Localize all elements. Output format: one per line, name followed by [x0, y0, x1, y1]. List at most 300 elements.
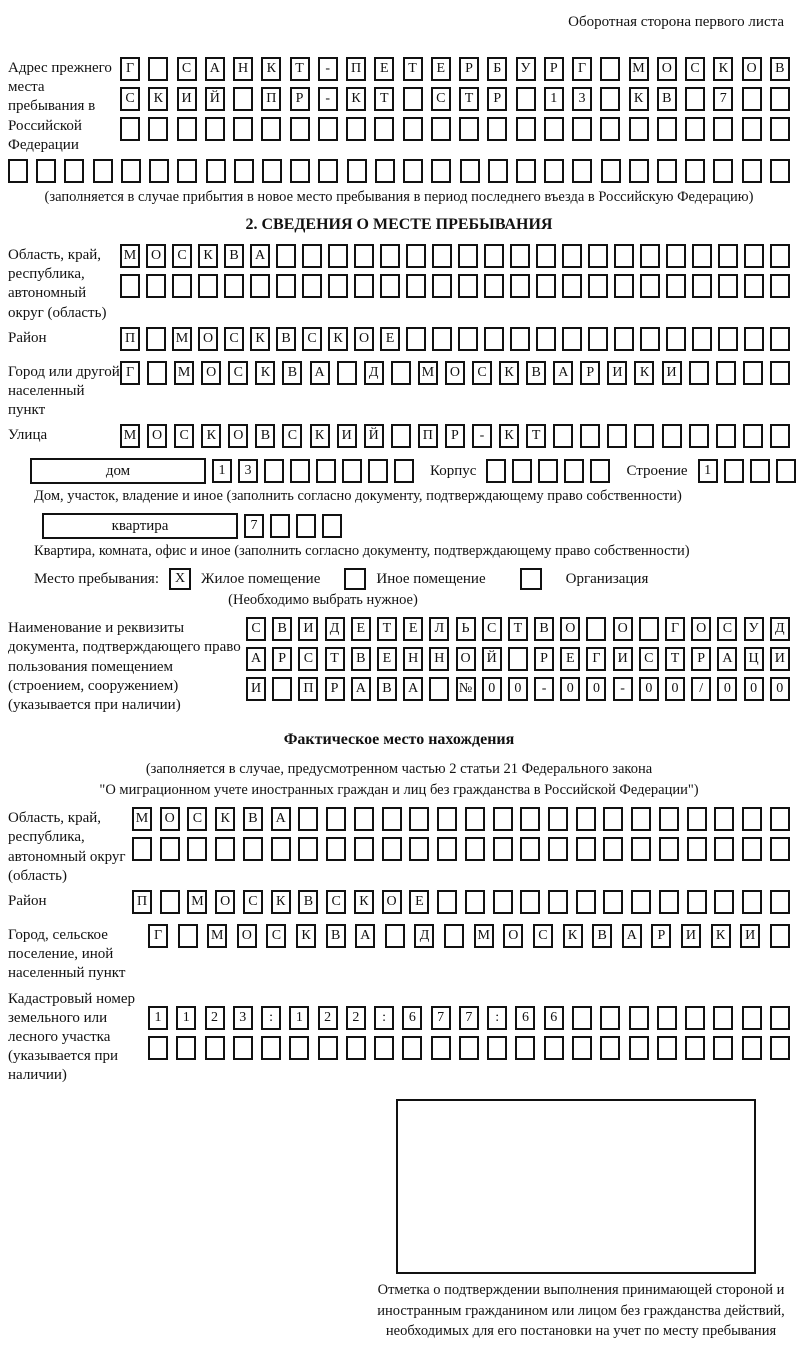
char-box[interactable] — [659, 837, 679, 861]
checkbox-inoe[interactable] — [344, 568, 366, 590]
char-box[interactable]: 0 — [665, 677, 685, 701]
char-box[interactable]: Б — [487, 57, 507, 81]
char-box[interactable]: С — [717, 617, 737, 641]
char-box[interactable]: К — [296, 924, 316, 948]
char-box[interactable]: 0 — [586, 677, 606, 701]
char-box[interactable]: Д — [364, 361, 384, 385]
char-box[interactable]: А — [403, 677, 423, 701]
char-box[interactable] — [603, 890, 623, 914]
char-box[interactable]: 0 — [508, 677, 528, 701]
char-box[interactable] — [148, 117, 168, 141]
char-box[interactable]: / — [691, 677, 711, 701]
char-box[interactable] — [548, 837, 568, 861]
char-box[interactable]: Й — [364, 424, 384, 448]
char-box[interactable]: А — [205, 57, 225, 81]
char-box[interactable]: В — [351, 647, 371, 671]
char-box[interactable]: И — [681, 924, 701, 948]
char-box[interactable]: С — [177, 57, 197, 81]
char-box[interactable] — [536, 244, 556, 268]
char-box[interactable] — [432, 327, 452, 351]
char-box[interactable]: Т — [325, 647, 345, 671]
char-box[interactable] — [298, 807, 318, 831]
char-box[interactable] — [588, 244, 608, 268]
char-box[interactable] — [520, 807, 540, 831]
char-box[interactable] — [160, 890, 180, 914]
char-box[interactable]: О — [560, 617, 580, 641]
char-box[interactable] — [603, 807, 623, 831]
char-box[interactable] — [714, 807, 734, 831]
char-box[interactable] — [724, 459, 744, 483]
char-box[interactable] — [385, 924, 405, 948]
char-box[interactable]: 3 — [233, 1006, 253, 1030]
char-box[interactable]: П — [132, 890, 152, 914]
char-box[interactable] — [432, 244, 452, 268]
char-box[interactable] — [250, 274, 270, 298]
char-box[interactable]: К — [310, 424, 330, 448]
char-box[interactable]: К — [629, 87, 649, 111]
char-box[interactable]: А — [351, 677, 371, 701]
char-box[interactable] — [318, 117, 338, 141]
char-box[interactable] — [233, 117, 253, 141]
char-box[interactable]: Т — [459, 87, 479, 111]
char-box[interactable]: 3 — [238, 459, 258, 483]
char-box[interactable] — [692, 327, 712, 351]
char-box[interactable]: С — [228, 361, 248, 385]
char-box[interactable] — [657, 159, 677, 183]
char-box[interactable]: Ц — [744, 647, 764, 671]
char-box[interactable] — [685, 1006, 705, 1030]
char-box[interactable] — [544, 117, 564, 141]
char-box[interactable] — [685, 117, 705, 141]
char-box[interactable]: А — [250, 244, 270, 268]
char-box[interactable]: Р — [445, 424, 465, 448]
char-box[interactable] — [548, 890, 568, 914]
char-box[interactable] — [666, 274, 686, 298]
char-box[interactable] — [685, 1036, 705, 1060]
char-box[interactable] — [437, 890, 457, 914]
char-box[interactable] — [562, 244, 582, 268]
char-box[interactable] — [510, 244, 530, 268]
char-box[interactable] — [742, 117, 762, 141]
char-box[interactable]: М — [120, 424, 140, 448]
char-box[interactable]: 1 — [698, 459, 718, 483]
char-box[interactable]: В — [272, 617, 292, 641]
char-box[interactable] — [289, 1036, 309, 1060]
char-box[interactable]: - — [534, 677, 554, 701]
char-box[interactable]: Н — [233, 57, 253, 81]
char-box[interactable] — [177, 117, 197, 141]
char-box[interactable] — [205, 117, 225, 141]
char-box[interactable] — [629, 1036, 649, 1060]
char-box[interactable] — [431, 159, 451, 183]
char-box[interactable]: О — [198, 327, 218, 351]
char-box[interactable]: К — [198, 244, 218, 268]
char-box[interactable] — [718, 244, 738, 268]
char-box[interactable]: Р — [272, 647, 292, 671]
char-box[interactable]: Е — [409, 890, 429, 914]
char-box[interactable]: О — [456, 647, 476, 671]
char-box[interactable] — [409, 837, 429, 861]
char-box[interactable] — [243, 837, 263, 861]
char-box[interactable] — [146, 274, 166, 298]
char-box[interactable] — [713, 117, 733, 141]
char-box[interactable]: И — [337, 424, 357, 448]
char-box[interactable] — [459, 117, 479, 141]
char-box[interactable] — [328, 274, 348, 298]
char-box[interactable] — [403, 87, 423, 111]
char-box[interactable] — [374, 1036, 394, 1060]
char-box[interactable] — [687, 890, 707, 914]
char-box[interactable] — [744, 274, 764, 298]
char-box[interactable] — [121, 159, 141, 183]
char-box[interactable] — [516, 117, 536, 141]
char-box[interactable]: А — [246, 647, 266, 671]
char-box[interactable] — [342, 459, 362, 483]
char-box[interactable] — [553, 424, 573, 448]
char-box[interactable] — [431, 1036, 451, 1060]
char-box[interactable] — [160, 837, 180, 861]
char-box[interactable]: 7 — [713, 87, 733, 111]
char-box[interactable] — [629, 159, 649, 183]
char-box[interactable]: 6 — [515, 1006, 535, 1030]
char-box[interactable] — [562, 327, 582, 351]
char-box[interactable]: У — [516, 57, 536, 81]
char-box[interactable] — [224, 274, 244, 298]
char-box[interactable]: Г — [120, 361, 140, 385]
char-box[interactable] — [337, 361, 357, 385]
char-box[interactable] — [322, 514, 342, 538]
char-box[interactable] — [391, 361, 411, 385]
char-box[interactable]: 1 — [176, 1006, 196, 1030]
char-box[interactable]: Е — [403, 617, 423, 641]
char-box[interactable] — [607, 424, 627, 448]
char-box[interactable]: М — [629, 57, 649, 81]
char-box[interactable]: В — [224, 244, 244, 268]
char-box[interactable]: Е — [351, 617, 371, 641]
char-box[interactable] — [743, 361, 763, 385]
char-box[interactable]: И — [613, 647, 633, 671]
char-box[interactable] — [484, 327, 504, 351]
char-box[interactable]: 2 — [318, 1006, 338, 1030]
char-box[interactable] — [742, 1036, 762, 1060]
char-box[interactable]: О — [147, 424, 167, 448]
char-box[interactable] — [458, 274, 478, 298]
char-box[interactable] — [406, 244, 426, 268]
char-box[interactable] — [640, 274, 660, 298]
char-box[interactable] — [588, 327, 608, 351]
char-box[interactable] — [270, 514, 290, 538]
char-box[interactable] — [718, 327, 738, 351]
char-box[interactable]: И — [298, 617, 318, 641]
char-box[interactable] — [302, 274, 322, 298]
char-box[interactable]: Р — [534, 647, 554, 671]
char-box[interactable]: Е — [560, 647, 580, 671]
char-box[interactable] — [600, 1006, 620, 1030]
char-box[interactable] — [631, 890, 651, 914]
char-box[interactable] — [380, 274, 400, 298]
char-box[interactable]: - — [472, 424, 492, 448]
char-box[interactable]: П — [298, 677, 318, 701]
char-box[interactable] — [520, 890, 540, 914]
char-box[interactable] — [205, 1036, 225, 1060]
char-box[interactable] — [402, 1036, 422, 1060]
char-box[interactable]: О — [215, 890, 235, 914]
char-box[interactable]: В — [770, 57, 790, 81]
char-box[interactable] — [382, 837, 402, 861]
char-box[interactable] — [172, 274, 192, 298]
char-box[interactable]: О — [228, 424, 248, 448]
char-box[interactable] — [742, 159, 762, 183]
char-box[interactable]: Т — [374, 87, 394, 111]
char-box[interactable]: 1 — [148, 1006, 168, 1030]
char-box[interactable] — [770, 890, 790, 914]
char-box[interactable] — [544, 1036, 564, 1060]
char-box[interactable]: С — [243, 890, 263, 914]
char-box[interactable]: 6 — [544, 1006, 564, 1030]
char-box[interactable] — [409, 807, 429, 831]
char-box[interactable]: К — [499, 424, 519, 448]
char-box[interactable] — [659, 807, 679, 831]
char-box[interactable] — [432, 274, 452, 298]
char-box[interactable] — [178, 924, 198, 948]
char-box[interactable]: Р — [580, 361, 600, 385]
char-box[interactable]: М — [418, 361, 438, 385]
char-box[interactable] — [685, 159, 705, 183]
char-box[interactable]: 2 — [346, 1006, 366, 1030]
char-box[interactable] — [770, 274, 790, 298]
char-box[interactable] — [536, 274, 556, 298]
char-box[interactable] — [484, 274, 504, 298]
char-box[interactable] — [510, 274, 530, 298]
char-box[interactable]: Р — [544, 57, 564, 81]
char-box[interactable] — [93, 159, 113, 183]
char-box[interactable]: Т — [526, 424, 546, 448]
char-box[interactable] — [347, 159, 367, 183]
char-box[interactable]: М — [207, 924, 227, 948]
char-box[interactable]: О — [445, 361, 465, 385]
char-box[interactable] — [346, 1036, 366, 1060]
char-box[interactable]: У — [744, 617, 764, 641]
char-box[interactable]: М — [132, 807, 152, 831]
char-box[interactable]: В — [592, 924, 612, 948]
char-box[interactable]: 7 — [244, 514, 264, 538]
char-box[interactable] — [716, 424, 736, 448]
char-box[interactable] — [64, 159, 84, 183]
char-box[interactable] — [657, 117, 677, 141]
char-box[interactable]: П — [261, 87, 281, 111]
char-box[interactable] — [742, 807, 762, 831]
char-box[interactable]: О — [382, 890, 402, 914]
char-box[interactable]: О — [201, 361, 221, 385]
char-box[interactable]: : — [374, 1006, 394, 1030]
char-box[interactable] — [431, 117, 451, 141]
char-box[interactable] — [639, 617, 659, 641]
char-box[interactable] — [770, 361, 790, 385]
char-box[interactable]: С — [472, 361, 492, 385]
char-box[interactable] — [290, 459, 310, 483]
char-box[interactable] — [328, 244, 348, 268]
char-box[interactable]: Е — [374, 57, 394, 81]
char-box[interactable]: И — [662, 361, 682, 385]
char-box[interactable]: 0 — [717, 677, 737, 701]
char-box[interactable] — [318, 159, 338, 183]
char-box[interactable] — [520, 837, 540, 861]
char-box[interactable] — [326, 837, 346, 861]
char-box[interactable]: К — [271, 890, 291, 914]
char-box[interactable] — [600, 117, 620, 141]
char-box[interactable] — [346, 117, 366, 141]
char-box[interactable]: 1 — [544, 87, 564, 111]
char-box[interactable]: К — [250, 327, 270, 351]
char-box[interactable] — [262, 159, 282, 183]
char-box[interactable] — [743, 424, 763, 448]
char-box[interactable] — [272, 677, 292, 701]
char-box[interactable] — [562, 274, 582, 298]
char-box[interactable]: А — [622, 924, 642, 948]
char-box[interactable]: С — [266, 924, 286, 948]
char-box[interactable]: 1 — [212, 459, 232, 483]
char-box[interactable] — [437, 807, 457, 831]
char-box[interactable] — [382, 807, 402, 831]
char-box[interactable]: 1 — [289, 1006, 309, 1030]
char-box[interactable] — [233, 87, 253, 111]
char-box[interactable] — [770, 1006, 790, 1030]
char-box[interactable] — [515, 1036, 535, 1060]
char-box[interactable] — [326, 807, 346, 831]
char-box[interactable] — [148, 57, 168, 81]
char-box[interactable]: И — [177, 87, 197, 111]
char-box[interactable] — [271, 837, 291, 861]
char-box[interactable]: А — [355, 924, 375, 948]
char-box[interactable] — [685, 87, 705, 111]
char-box[interactable] — [713, 1006, 733, 1030]
char-box[interactable]: С — [533, 924, 553, 948]
char-box[interactable] — [459, 1036, 479, 1060]
char-box[interactable] — [770, 924, 790, 948]
char-box[interactable]: О — [503, 924, 523, 948]
char-box[interactable]: Р — [459, 57, 479, 81]
char-box[interactable]: К — [711, 924, 731, 948]
char-box[interactable] — [403, 117, 423, 141]
char-box[interactable]: 3 — [572, 87, 592, 111]
char-box[interactable] — [742, 837, 762, 861]
char-box[interactable]: 0 — [744, 677, 764, 701]
char-box[interactable]: М — [187, 890, 207, 914]
char-box[interactable]: Т — [665, 647, 685, 671]
char-box[interactable] — [548, 807, 568, 831]
char-box[interactable]: К — [261, 57, 281, 81]
char-box[interactable] — [354, 837, 374, 861]
char-box[interactable] — [716, 361, 736, 385]
char-box[interactable]: 0 — [639, 677, 659, 701]
char-box[interactable] — [770, 424, 790, 448]
char-box[interactable]: Л — [429, 617, 449, 641]
char-box[interactable]: К — [215, 807, 235, 831]
char-box[interactable] — [302, 244, 322, 268]
char-box[interactable] — [493, 890, 513, 914]
char-box[interactable] — [742, 1006, 762, 1030]
char-box[interactable] — [261, 1036, 281, 1060]
char-box[interactable]: С — [326, 890, 346, 914]
char-box[interactable] — [713, 1036, 733, 1060]
char-box[interactable] — [374, 117, 394, 141]
char-box[interactable]: Г — [665, 617, 685, 641]
char-box[interactable] — [742, 890, 762, 914]
char-box[interactable]: С — [174, 424, 194, 448]
char-box[interactable]: Н — [429, 647, 449, 671]
char-box[interactable]: П — [418, 424, 438, 448]
char-box[interactable] — [264, 459, 284, 483]
char-box[interactable]: О — [613, 617, 633, 641]
char-box[interactable]: В — [326, 924, 346, 948]
char-box[interactable]: К — [354, 890, 374, 914]
char-box[interactable] — [657, 1036, 677, 1060]
char-box[interactable] — [770, 837, 790, 861]
char-box[interactable] — [437, 837, 457, 861]
char-box[interactable] — [744, 327, 764, 351]
char-box[interactable]: С — [298, 647, 318, 671]
char-box[interactable] — [601, 159, 621, 183]
char-box[interactable] — [354, 274, 374, 298]
char-box[interactable]: К — [255, 361, 275, 385]
char-box[interactable]: О — [160, 807, 180, 831]
char-box[interactable] — [770, 807, 790, 831]
char-box[interactable]: С — [120, 87, 140, 111]
char-box[interactable]: С — [282, 424, 302, 448]
char-box[interactable]: В — [526, 361, 546, 385]
char-box[interactable] — [750, 459, 770, 483]
char-box[interactable] — [465, 890, 485, 914]
char-box[interactable] — [487, 117, 507, 141]
char-box[interactable] — [770, 244, 790, 268]
char-box[interactable] — [132, 837, 152, 861]
char-box[interactable] — [572, 1006, 592, 1030]
char-box[interactable] — [458, 327, 478, 351]
char-box[interactable]: И — [770, 647, 790, 671]
char-box[interactable] — [406, 327, 426, 351]
char-box[interactable] — [177, 159, 197, 183]
char-box[interactable]: Т — [508, 617, 528, 641]
char-box[interactable]: К — [713, 57, 733, 81]
char-box[interactable]: И — [246, 677, 266, 701]
char-box[interactable]: С — [224, 327, 244, 351]
char-box[interactable]: 7 — [459, 1006, 479, 1030]
char-box[interactable]: К — [148, 87, 168, 111]
char-box[interactable]: С — [685, 57, 705, 81]
char-box[interactable]: В — [534, 617, 554, 641]
char-box[interactable]: Р — [487, 87, 507, 111]
char-box[interactable]: С — [246, 617, 266, 641]
char-box[interactable]: 0 — [560, 677, 580, 701]
char-box[interactable]: 6 — [402, 1006, 422, 1030]
char-box[interactable] — [687, 807, 707, 831]
char-box[interactable] — [631, 807, 651, 831]
char-box[interactable] — [603, 837, 623, 861]
char-box[interactable] — [149, 159, 169, 183]
char-box[interactable]: 2 — [205, 1006, 225, 1030]
char-box[interactable]: : — [487, 1006, 507, 1030]
checkbox-zhiloe[interactable]: X — [169, 568, 191, 590]
char-box[interactable] — [564, 459, 584, 483]
char-box[interactable] — [276, 274, 296, 298]
char-box[interactable]: П — [346, 57, 366, 81]
char-box[interactable] — [572, 117, 592, 141]
char-box[interactable]: Р — [290, 87, 310, 111]
char-box[interactable] — [588, 274, 608, 298]
char-box[interactable]: Й — [205, 87, 225, 111]
char-box[interactable] — [666, 244, 686, 268]
char-box[interactable] — [261, 117, 281, 141]
